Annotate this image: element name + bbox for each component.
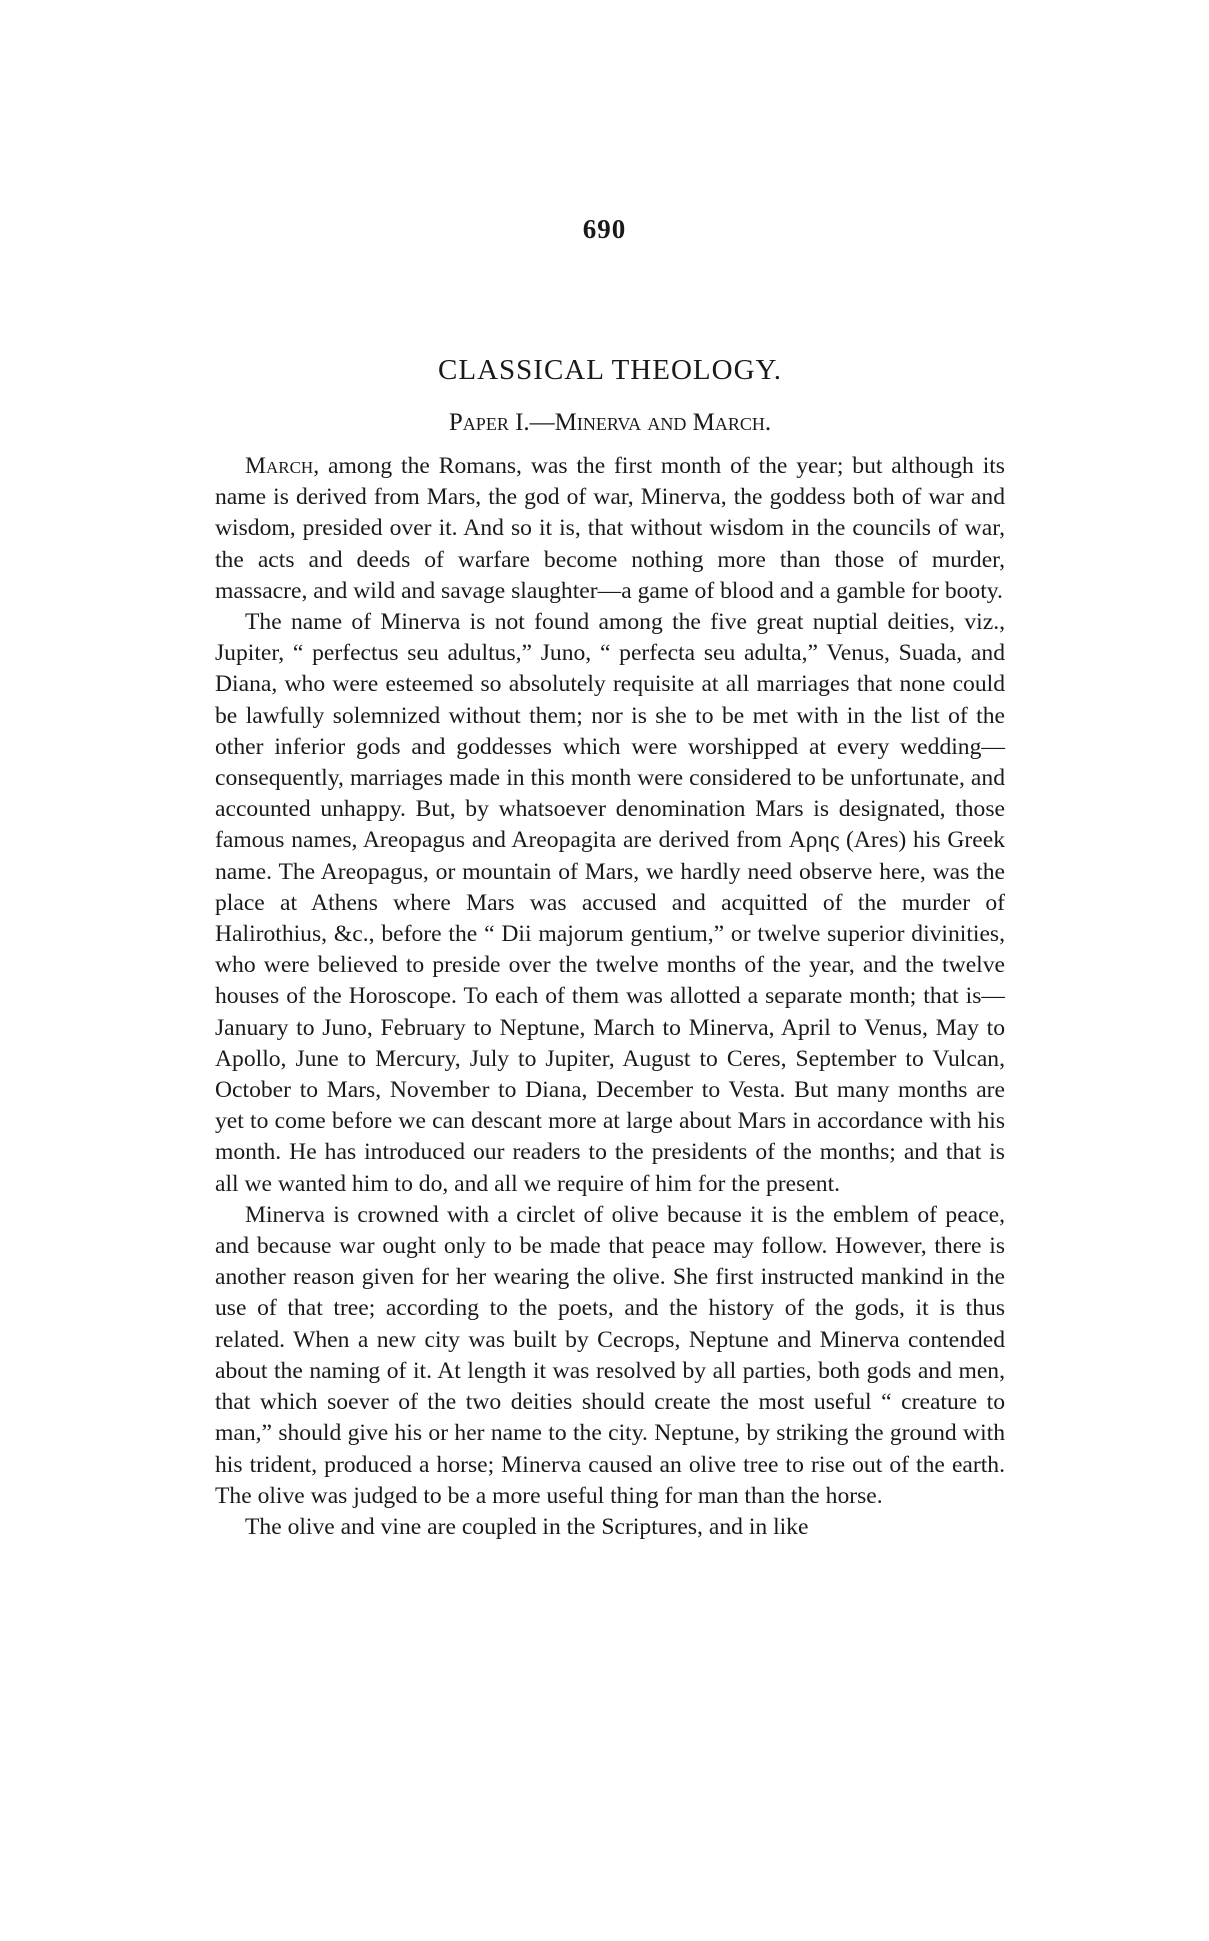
paragraph-text: The name of Minerva is not found among the five great nuptial deities, viz., Jupiter, “ perfectus seu adultus,” Juno, “ perfecta seu adulta,” Venus, Suada, and Diana, who were esteemed so absolutely requisite at all marriages that none could be lawfully solemnized without them; nor is she to be met with in the list of the other inferior gods and goddesses which were worshipped at every wedding—consequently, marriages made in this month were considered to be unfortunate, and accounted unhappy. But, by whatsoever denomination Mars is designated, those famous names, Areopagus and Areopagita are derived from Αρης (Ares) his Greek name. The Areopagus, or mountain of Mars, we hardly need observe here, was the place at Athens where Mars was accused and acquitted of the murder of Halirothius, &c., before the “ Dii majorum gentium,” or twelve superior divinities, who were believed to preside over the twelve months of the year, and the twelve houses of the Horoscope. To each of them was allotted a separate month; that is—January to Juno, February to Neptune, March to Minerva, April to Venus, May to Apollo, June to Mercury, July to Jupiter, August to Ceres, September to Vulcan, October to Mars, November to Diana, December to Vesta. But many months are yet to come before we can descant more at large about Mars in accordance with his month. He has introduced our readers to the presidents of the months; and that is all we wanted him to do, and all we require of him for the present. <box>215 609 1005 1197</box>
paragraph-3 <box>215 1200 1005 1512</box>
paragraph-2 <box>215 607 1005 1200</box>
paper-heading: Paper I.—Minerva and March. <box>448 409 772 436</box>
page-number: 690 <box>582 214 627 244</box>
article-body <box>215 352 1005 1543</box>
article-title: CLASSICAL THEOLOGY. <box>438 354 782 386</box>
paragraph-text: The olive and vine are coupled in the Scriptures, and in like <box>245 1513 809 1540</box>
paragraph-lead-word: March, <box>245 453 320 479</box>
paragraph-1 <box>215 451 1005 607</box>
paragraph-4 <box>215 1512 1005 1543</box>
paragraph-text: among the Romans, was the first month of the year; but although its name is derived from Mars, the god of war, Minerva, the goddess both of war and wisdom, presided over it. And so it is, that without wisdom in the councils of war, the acts and deeds of warfare become nothing more than those of murder, massacre, and wild and savage slaughter—a game of blood and a gamble for booty. <box>215 453 1005 604</box>
paragraph-text: Minerva is crowned with a circlet of olive because it is the emblem of peace, and because war ought only to be made that peace may follow. However, there is another reason given for her wearing the olive. She first instructed mankind in the use of that tree; according to the poets, and the history of the gods, it is thus related. When a new city was built by Cecrops, Neptune and Minerva contended about the naming of it. At length it was resolved by all parties, both gods and men, that which soever of the two deities should create the most useful “ creature to man,” should give his or her name to the city. Neptune, by striking the ground with his trident, produced a horse; Minerva caused an olive tree to rise out of the earth. The olive was judged to be a more useful thing for man than the horse. <box>215 1201 1005 1509</box>
